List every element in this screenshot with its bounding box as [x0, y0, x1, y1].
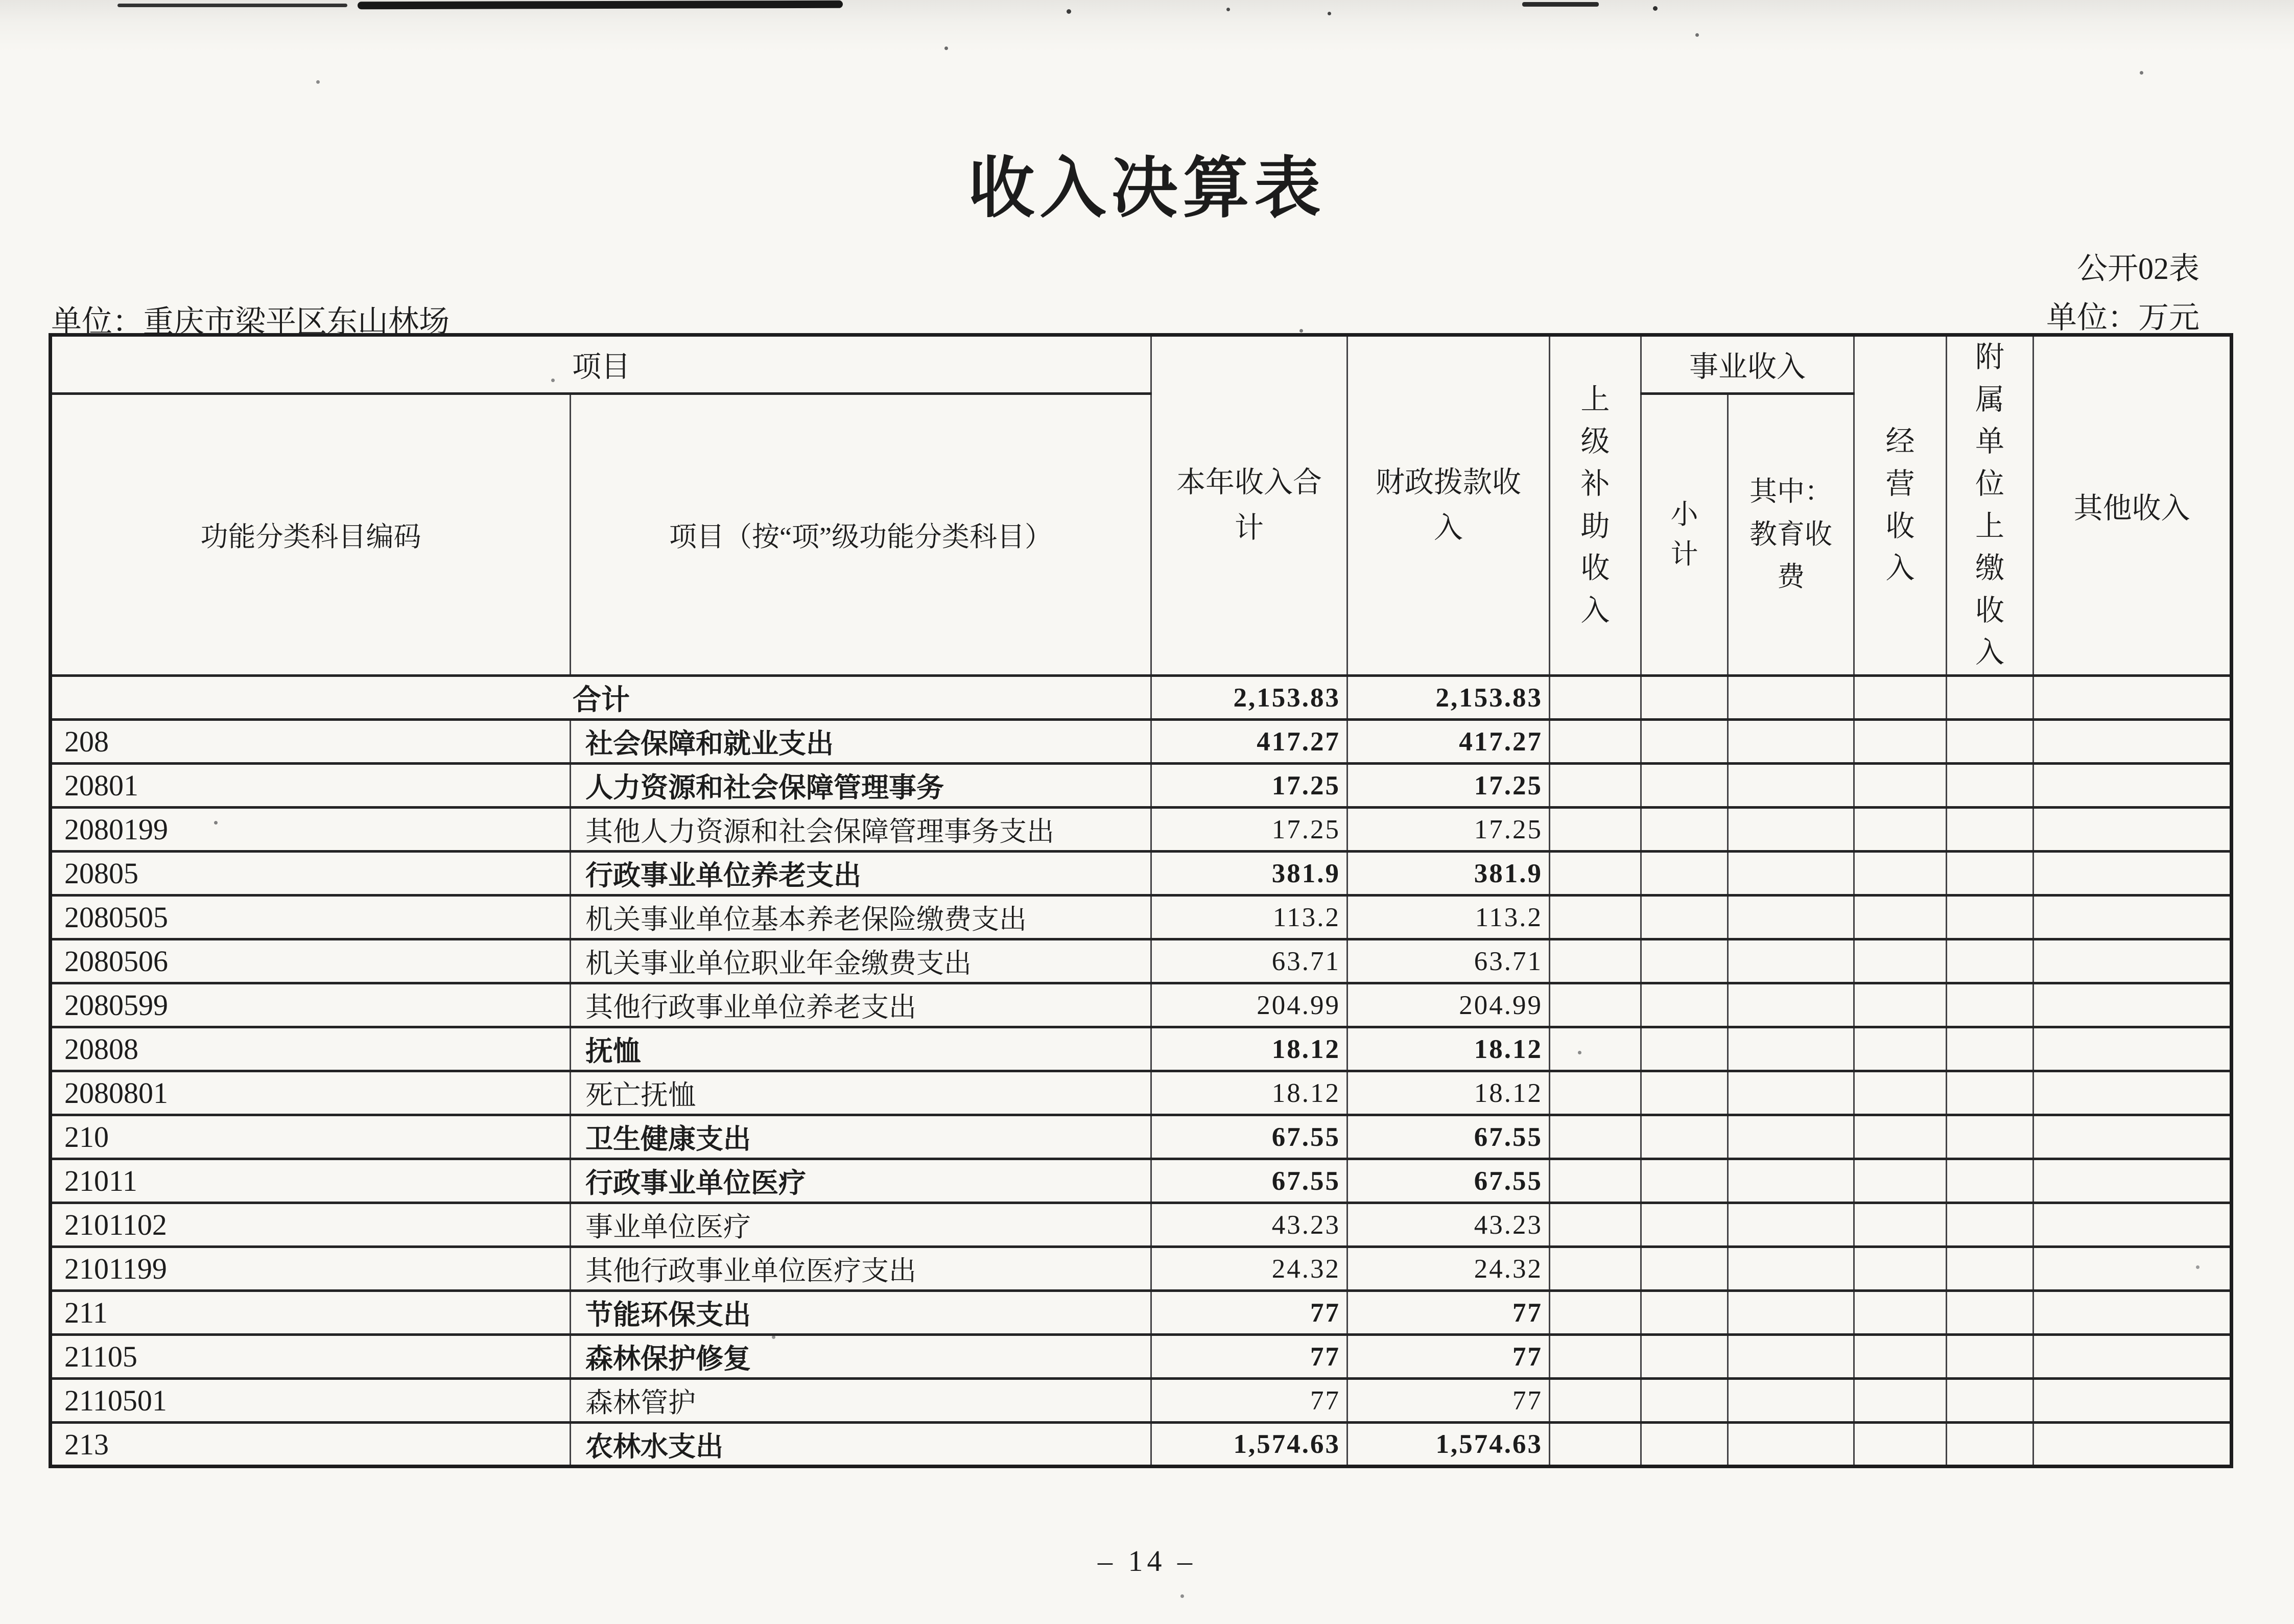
cell-total: 1,574.63 [1151, 1423, 1347, 1467]
cell-empty [1854, 720, 1947, 764]
cell-empty [2033, 1203, 2232, 1247]
cell-empty [1947, 1379, 2033, 1423]
cell-empty [1947, 1423, 2033, 1467]
cell-empty [1854, 896, 1947, 939]
cell-empty [1947, 764, 2033, 808]
table-row [51, 1379, 2232, 1423]
cell-name: 森林保护修复 [571, 1335, 1151, 1379]
cell-empty [1728, 896, 1854, 939]
cell-name: 森林管护 [571, 1379, 1151, 1423]
cell-empty [1641, 1027, 1728, 1071]
cell-name: 其他行政事业单位医疗支出 [571, 1247, 1151, 1291]
cell-empty [1947, 1071, 2033, 1115]
cell-empty [1854, 983, 1947, 1027]
cell-total: 77 [1151, 1379, 1347, 1423]
cell-code: 20808 [51, 1027, 571, 1071]
cell-empty [1728, 1423, 1854, 1467]
cell-empty [1550, 1203, 1641, 1247]
cell-code: 2080599 [51, 983, 571, 1027]
cell-empty [2033, 1071, 2232, 1115]
cell-fiscal: 77 [1347, 1335, 1550, 1379]
cell-empty [1728, 983, 1854, 1027]
header-fiscal-label: 财政拨款收入 [1375, 466, 1521, 544]
cell-total: 67.55 [1151, 1115, 1347, 1159]
cell-empty [2033, 896, 2232, 939]
table-row [51, 1159, 2232, 1203]
cell-total: 18.12 [1151, 1027, 1347, 1071]
cell-total: 17.25 [1151, 764, 1347, 808]
cell-code: 2110501 [51, 1379, 571, 1423]
cell-empty [1550, 1159, 1641, 1203]
cell-fiscal: 77 [1347, 1379, 1550, 1423]
cell-empty [1641, 764, 1728, 808]
cell-fiscal: 17.25 [1347, 764, 1550, 808]
cell-fiscal: 1,574.63 [1347, 1423, 1550, 1467]
cell-empty [1947, 1247, 2033, 1291]
cell-name: 行政事业单位养老支出 [571, 852, 1151, 896]
cell-empty [1728, 764, 1854, 808]
cell-empty [2033, 1027, 2232, 1071]
cell-empty [1854, 1203, 1947, 1247]
cell-name: 死亡抚恤 [571, 1071, 1151, 1115]
header-project-group: 项目 [51, 335, 1151, 394]
cell-code: 211 [51, 1291, 571, 1335]
cell-code: 208 [51, 720, 571, 764]
money-unit-label: 单位：万元 [2046, 301, 2200, 335]
cell-fiscal: 2,153.83 [1347, 676, 1550, 720]
table-row [51, 1291, 2232, 1335]
cell-empty [1641, 852, 1728, 896]
cell-empty [2033, 1291, 2232, 1335]
cell-empty [1550, 720, 1641, 764]
cell-empty [1854, 1247, 1947, 1291]
cell-empty [1641, 1423, 1728, 1467]
scan-top-band [0, 0, 2294, 51]
cell-empty [1728, 1247, 1854, 1291]
cell-empty [2033, 764, 2232, 808]
cell-code: 21105 [51, 1335, 571, 1379]
header-superior-column [1550, 335, 1641, 676]
income-statement-table [49, 333, 2233, 1468]
cell-fiscal: 67.55 [1347, 1159, 1550, 1203]
cell-empty [1550, 852, 1641, 896]
cell-total: 18.12 [1151, 1071, 1347, 1115]
header-code-column: 功能分类科目编码 [51, 393, 571, 676]
cell-empty [1854, 1423, 1947, 1467]
cell-empty [1947, 720, 2033, 764]
cell-empty [2033, 1159, 2232, 1203]
header-education-label: 其中：教育收费 [1749, 476, 1832, 593]
cell-empty [2033, 1335, 2232, 1379]
cell-total: 77 [1151, 1291, 1347, 1335]
table-row [51, 808, 2232, 852]
cell-code: 213 [51, 1423, 571, 1467]
cell-empty [1550, 1247, 1641, 1291]
cell-empty [1947, 1291, 2033, 1335]
cell-empty [1641, 808, 1728, 852]
cell-fiscal: 417.27 [1347, 720, 1550, 764]
cell-empty [1854, 1291, 1947, 1335]
cell-empty [2033, 1115, 2232, 1159]
cell-empty [1947, 1115, 2033, 1159]
cell-empty [1947, 939, 2033, 983]
table-row [51, 764, 2232, 808]
table-row [51, 1423, 2232, 1467]
scan-smudge [358, 1, 843, 9]
cell-empty [1854, 939, 1947, 983]
header-superior-label: 上级补助收入 [1580, 383, 1610, 627]
cell-empty [1550, 1335, 1641, 1379]
cell-empty [1728, 1115, 1854, 1159]
cell-fiscal: 77 [1347, 1291, 1550, 1335]
cell-empty [1641, 720, 1728, 764]
cell-name: 卫生健康支出 [571, 1115, 1151, 1159]
cell-empty [1728, 1071, 1854, 1115]
cell-empty [1728, 1027, 1854, 1071]
table-row [51, 852, 2232, 896]
cell-empty [1641, 939, 1728, 983]
cell-total: 24.32 [1151, 1247, 1347, 1291]
cell-fiscal: 63.71 [1347, 939, 1550, 983]
cell-empty [1550, 764, 1641, 808]
cell-code: 2101199 [51, 1247, 571, 1291]
cell-empty [1728, 1379, 1854, 1423]
cell-empty [1641, 896, 1728, 939]
cell-total: 77 [1151, 1335, 1347, 1379]
cell-code: 2080505 [51, 896, 571, 939]
cell-empty [1641, 1159, 1728, 1203]
cell-name: 抚恤 [571, 1027, 1151, 1071]
cell-fiscal: 113.2 [1347, 896, 1550, 939]
cell-empty [1947, 896, 2033, 939]
cell-name: 合计 [51, 676, 1151, 720]
table-row [51, 1115, 2232, 1159]
cell-total: 2,153.83 [1151, 676, 1347, 720]
table-row [51, 896, 2232, 939]
cell-empty [2033, 939, 2232, 983]
cell-empty [1728, 676, 1854, 720]
cell-empty [1641, 1115, 1728, 1159]
cell-empty [1728, 1291, 1854, 1335]
cell-empty [1641, 1335, 1728, 1379]
cell-empty [1947, 676, 2033, 720]
cell-name: 社会保障和就业支出 [571, 720, 1151, 764]
table-row [51, 1027, 2232, 1071]
cell-empty [1854, 1335, 1947, 1379]
cell-name: 节能环保支出 [571, 1291, 1151, 1335]
header-affiliated-label: 附属单位上缴收入 [1975, 341, 2004, 669]
cell-empty [1854, 764, 1947, 808]
header-education-column [1728, 393, 1854, 676]
table-code-label: 公开02表 [2077, 252, 2200, 286]
cell-name: 机关事业单位基本养老保险缴费支出 [571, 896, 1151, 939]
cell-name: 机关事业单位职业年金缴费支出 [571, 939, 1151, 983]
scan-smudge [117, 4, 347, 7]
cell-empty [1641, 1291, 1728, 1335]
cell-code: 2101102 [51, 1203, 571, 1247]
cell-code: 20805 [51, 852, 571, 896]
cell-code: 210 [51, 1115, 571, 1159]
header-operating-label: 经营收入 [1885, 426, 1915, 585]
cell-empty [1947, 1203, 2033, 1247]
cell-total: 113.2 [1151, 896, 1347, 939]
page-number: – 14 – [1098, 1544, 1196, 1578]
cell-empty [2033, 1379, 2232, 1423]
header-subtotal-label: 小计 [1670, 499, 1698, 570]
cell-empty [1947, 808, 2033, 852]
table-row [51, 1071, 2232, 1115]
table-row [51, 939, 2232, 983]
cell-empty [1854, 808, 1947, 852]
cell-name: 其他行政事业单位养老支出 [571, 983, 1151, 1027]
cell-empty [1641, 983, 1728, 1027]
cell-empty [2033, 676, 2232, 720]
cell-empty [1641, 676, 1728, 720]
cell-empty [1550, 1027, 1641, 1071]
cell-name: 人力资源和社会保障管理事务 [571, 764, 1151, 808]
header-total-column [1151, 335, 1347, 676]
cell-empty [1728, 1203, 1854, 1247]
header-total-label: 本年收入合计 [1176, 466, 1322, 544]
cell-name: 行政事业单位医疗 [571, 1159, 1151, 1203]
cell-empty [1641, 1379, 1728, 1423]
cell-name: 其他人力资源和社会保障管理事务支出 [571, 808, 1151, 852]
cell-empty [2033, 720, 2232, 764]
header-operating-column [1854, 335, 1947, 676]
table-row [51, 983, 2232, 1027]
header-row-top [51, 335, 2232, 394]
cell-empty [1947, 983, 2033, 1027]
header-other-column: 其他收入 [2033, 335, 2232, 676]
cell-name: 农林水支出 [571, 1423, 1151, 1467]
page-title: 收入决算表 [968, 152, 1326, 226]
cell-total: 381.9 [1151, 852, 1347, 896]
cell-empty [1728, 1335, 1854, 1379]
cell-code: 21011 [51, 1159, 571, 1203]
cell-empty [1550, 1071, 1641, 1115]
cell-empty [1641, 1247, 1728, 1291]
cell-empty [1728, 808, 1854, 852]
org-unit-label: 单位：重庆市梁平区东山林场 [51, 305, 450, 339]
cell-empty [1728, 1159, 1854, 1203]
cell-total: 417.27 [1151, 720, 1347, 764]
scan-smudge [1522, 2, 1599, 7]
cell-empty [1550, 808, 1641, 852]
cell-empty [1641, 1071, 1728, 1115]
header-business-group: 事业收入 [1641, 335, 1854, 394]
cell-code: 2080801 [51, 1071, 571, 1115]
cell-empty [1854, 1027, 1947, 1071]
cell-fiscal: 18.12 [1347, 1071, 1550, 1115]
cell-fiscal: 18.12 [1347, 1027, 1550, 1071]
cell-total: 17.25 [1151, 808, 1347, 852]
cell-empty [1728, 939, 1854, 983]
cell-fiscal: 204.99 [1347, 983, 1550, 1027]
cell-empty [1854, 1159, 1947, 1203]
cell-empty [1728, 852, 1854, 896]
cell-empty [1550, 1115, 1641, 1159]
table-row-total [51, 676, 2232, 720]
scan-specks [0, 0, 3, 3]
cell-empty [1550, 1379, 1641, 1423]
cell-empty [1550, 939, 1641, 983]
header-subtotal-column [1641, 393, 1728, 676]
table-row [51, 1335, 2232, 1379]
table-row [51, 720, 2232, 764]
meta-right [2046, 244, 2200, 342]
cell-fiscal: 24.32 [1347, 1247, 1550, 1291]
cell-empty [1550, 896, 1641, 939]
cell-empty [1854, 1115, 1947, 1159]
cell-fiscal: 67.55 [1347, 1115, 1550, 1159]
cell-empty [1854, 1379, 1947, 1423]
cell-empty [1947, 1159, 2033, 1203]
cell-fiscal: 17.25 [1347, 808, 1550, 852]
cell-empty [1854, 852, 1947, 896]
cell-empty [1550, 676, 1641, 720]
cell-fiscal: 381.9 [1347, 852, 1550, 896]
cell-empty [1641, 1203, 1728, 1247]
cell-empty [1947, 1335, 2033, 1379]
cell-empty [2033, 852, 2232, 896]
cell-empty [1728, 720, 1854, 764]
cell-total: 204.99 [1151, 983, 1347, 1027]
header-name-column: 项目（按“项”级功能分类科目） [571, 393, 1151, 676]
cell-empty [1854, 676, 1947, 720]
cell-total: 63.71 [1151, 939, 1347, 983]
cell-empty [1550, 983, 1641, 1027]
header-fiscal-column [1347, 335, 1550, 676]
cell-empty [2033, 1247, 2232, 1291]
cell-total: 43.23 [1151, 1203, 1347, 1247]
cell-empty [1550, 1423, 1641, 1467]
table-row [51, 1203, 2232, 1247]
cell-empty [2033, 1423, 2232, 1467]
cell-fiscal: 43.23 [1347, 1203, 1550, 1247]
cell-code: 2080199 [51, 808, 571, 852]
cell-total: 67.55 [1151, 1159, 1347, 1203]
cell-empty [1947, 852, 2033, 896]
cell-empty [2033, 808, 2232, 852]
cell-code: 20801 [51, 764, 571, 808]
cell-name: 事业单位医疗 [571, 1203, 1151, 1247]
header-affiliated-column [1947, 335, 2033, 676]
cell-empty [1947, 1027, 2033, 1071]
table-row [51, 1247, 2232, 1291]
cell-empty [1854, 1071, 1947, 1115]
cell-empty [2033, 983, 2232, 1027]
cell-code: 2080506 [51, 939, 571, 983]
cell-empty [1550, 1291, 1641, 1335]
